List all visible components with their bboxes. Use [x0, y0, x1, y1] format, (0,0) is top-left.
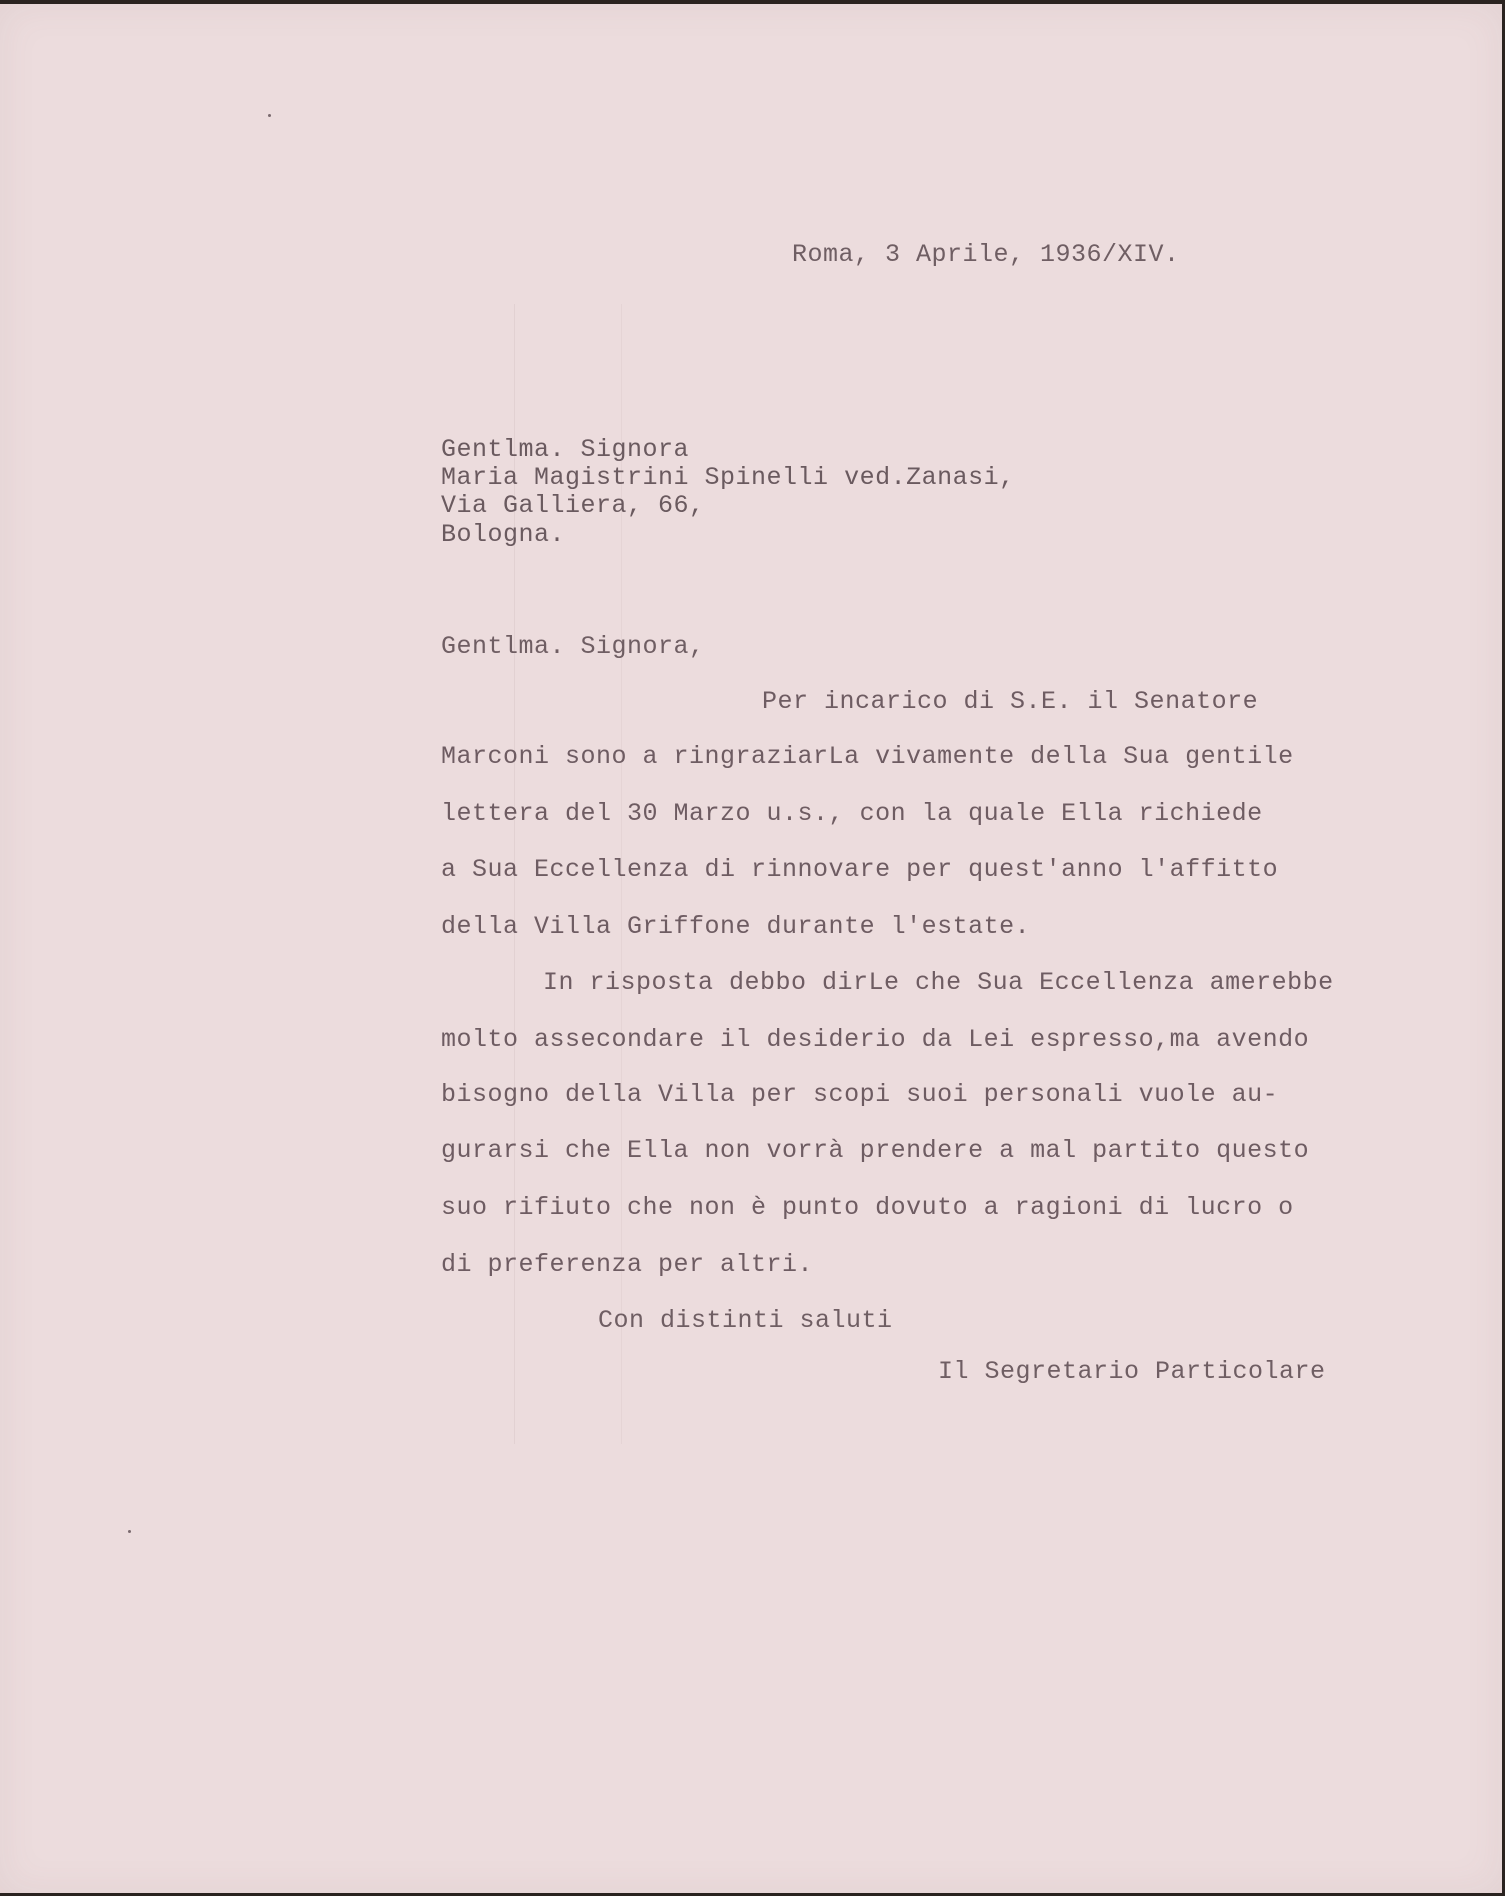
body-line: bisogno della Villa per scopi suoi personali vuole au-: [441, 1080, 1279, 1109]
address-line-city: Bologna.: [441, 520, 566, 549]
address-line-title: Gentlma. Signora: [441, 435, 690, 464]
signature-title: Il Segretario Particolare: [938, 1357, 1326, 1386]
letter-page: [0, 4, 1502, 1893]
closing: Con distinti saluti: [598, 1306, 893, 1335]
body-line: Marconi sono a ringraziarLa vivamente della Sua gentile: [441, 742, 1294, 771]
body-line: della Villa Griffone durante l'estate.: [441, 912, 1031, 941]
body-line: lettera del 30 Marzo u.s., con la quale Ella richiede: [441, 799, 1263, 828]
address-line-name: Maria Magistrini Spinelli ved.Zanasi,: [441, 463, 1015, 492]
body-line: a Sua Eccellenza di rinnovare per quest'anno l'affitto: [441, 855, 1279, 884]
body-line: molto assecondare il desiderio da Lei espresso,ma avendo: [441, 1025, 1310, 1054]
body-line: di preferenza per altri.: [441, 1250, 814, 1279]
body-line: suo rifiuto che non è punto dovuto a ragioni di lucro o: [441, 1193, 1294, 1222]
date-line: Roma, 3 Aprile, 1936/XIV.: [792, 240, 1180, 269]
paper-speck: [268, 114, 271, 117]
body-line: gurarsi che Ella non vorrà prendere a mal partito questo: [441, 1136, 1310, 1165]
address-line-street: Via Galliera, 66,: [441, 491, 705, 520]
body-line: In risposta debbo dirLe che Sua Eccellenza amerebbe: [543, 968, 1334, 997]
paper-speck: [128, 1530, 131, 1533]
salutation: Gentlma. Signora,: [441, 632, 705, 661]
body-line: Per incarico di S.E. il Senatore: [762, 687, 1259, 716]
